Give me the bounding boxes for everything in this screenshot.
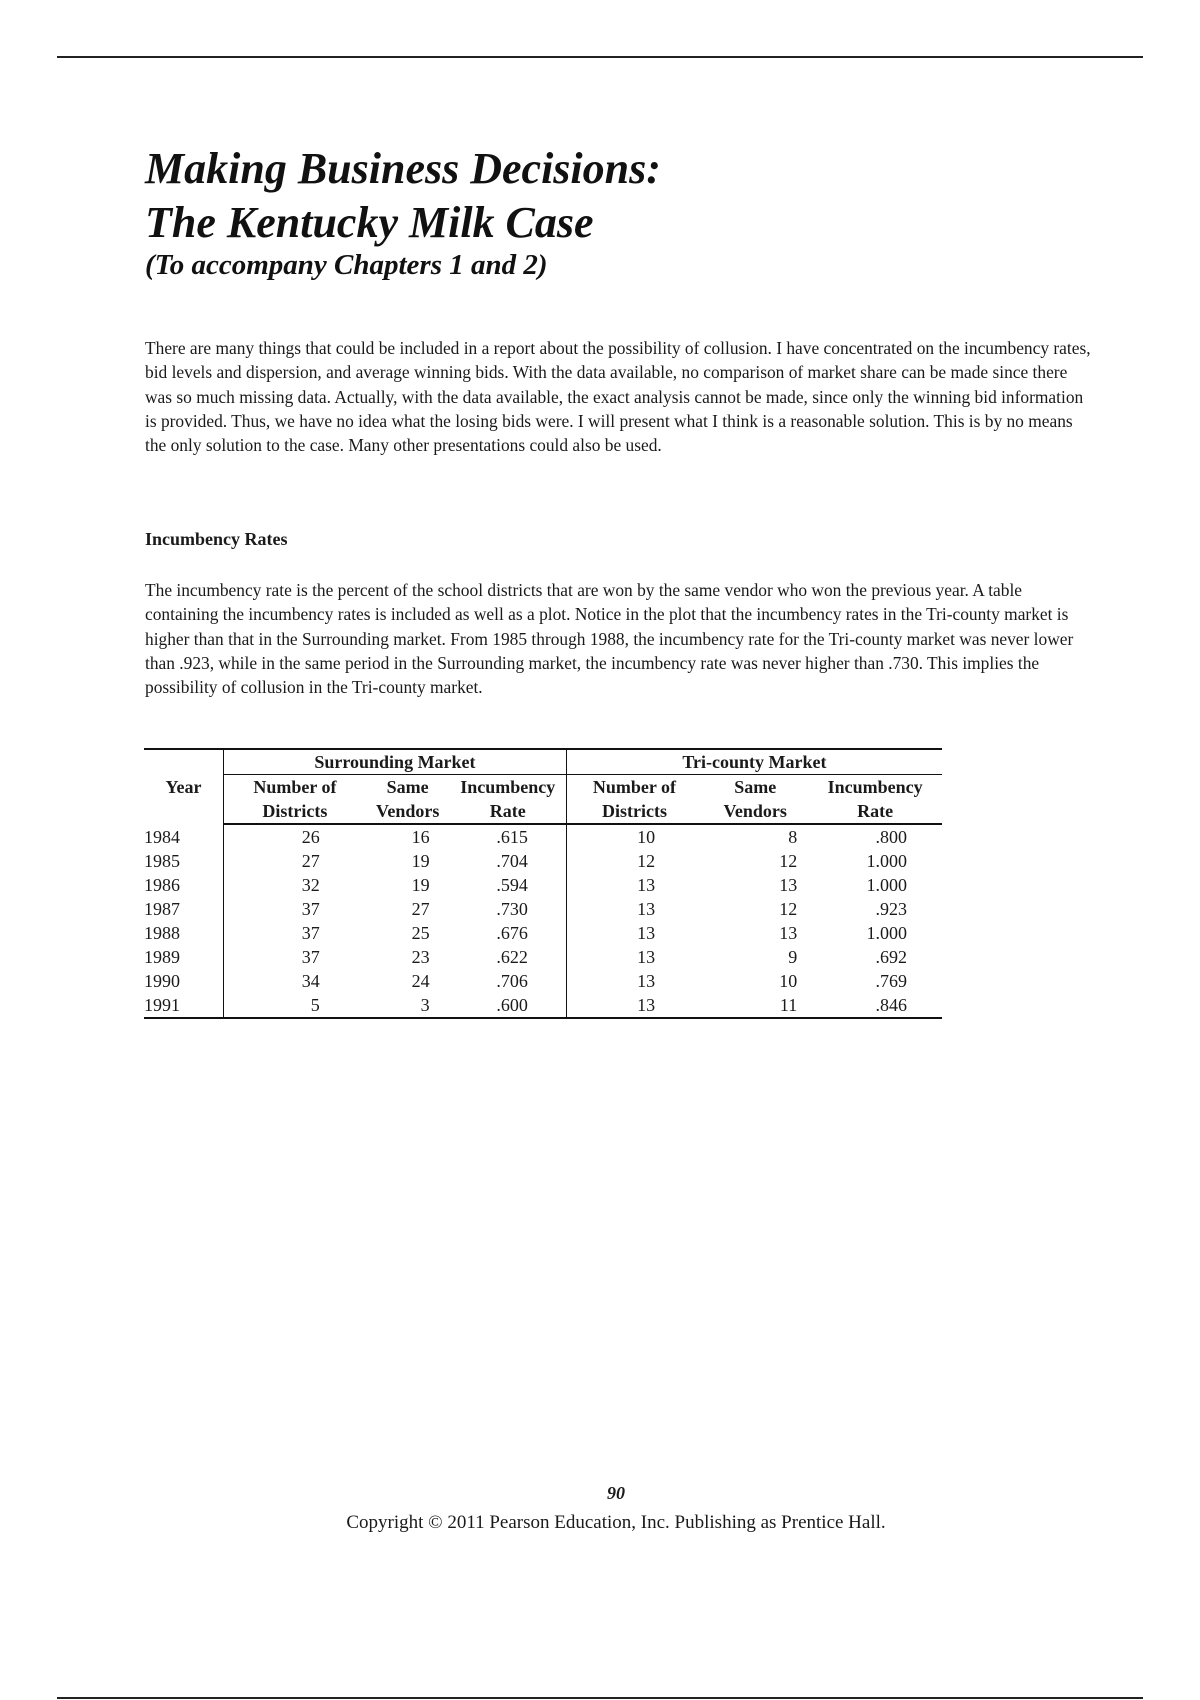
cell-t-rate: .769 — [875, 971, 907, 991]
cell-t-rate: .692 — [875, 947, 907, 967]
cell-t-districts: 13 — [566, 873, 702, 897]
copyright-notice: Copyright © 2011 Pearson Education, Inc. Publishing as Prentice Hall. — [346, 1512, 886, 1533]
table-row — [144, 824, 942, 849]
incumbency-paragraph: The incumbency rate is the percent of the school districts that are won by the same vendor who won the previous year. A table containing the incumbency rates is included as well as a plot. Notice in the plot that the incumbency rates in the Tri-county market is higher than that in the Surrounding market. From 1985 through 1988, the incumbency rate for the Tri-county market was never lower than .923, while in the same period in the Surrounding market, the incumbency rate was never higher than .730. This implies the possibility of collusion in the Tri-county market. — [145, 580, 1074, 698]
cell-s-rate: .676 — [496, 923, 528, 943]
cell-s-rate: .600 — [450, 993, 567, 1018]
cell-t-rate: 1.000 — [866, 875, 907, 895]
cell-s-vendors: 19 — [411, 875, 430, 895]
cell-s-vendors: 3 — [366, 993, 450, 1018]
cell-s-rate: .730 — [496, 899, 528, 919]
cell-year: 1988 — [144, 923, 180, 943]
page-title — [145, 142, 661, 250]
cell-s-vendors: 25 — [411, 923, 430, 943]
cell-t-districts: 13 — [566, 969, 702, 993]
cell-year: 1990 — [144, 971, 180, 991]
col-header-s-rate-2: Rate — [450, 799, 567, 824]
cell-s-rate: .594 — [496, 875, 528, 895]
title-line-2: The Kentucky Milk Case — [145, 198, 594, 247]
cell-year: 1986 — [144, 875, 180, 895]
cell-t-districts: 10 — [566, 824, 702, 849]
cell-year: 1991 — [144, 993, 224, 1018]
cell-year: 1984 — [144, 826, 180, 847]
cell-t-vendors: 11 — [702, 993, 808, 1018]
table-row — [144, 849, 942, 873]
table-row — [144, 921, 942, 945]
cell-s-rate: .615 — [496, 827, 528, 847]
cell-year: 1989 — [144, 947, 180, 967]
top-rule — [57, 56, 1143, 58]
col-header-t-districts-2: Districts — [566, 799, 702, 824]
cell-s-vendors: 19 — [411, 851, 430, 871]
intro-paragraph: There are many things that could be included in a report about the possibility of collusion. I have concentrated on the incumbency rates, bid levels and dispersion, and average winning bids. With the data available, no comparison of market share can be made since there was so much missing data. Actually, with the data available, the exact analysis cannot be made, since only the winning bid information is provided. Thus, we have no idea what the losing bids were. I will present what I think is a reasonable solution. This is by no means the only solution to the case. Many other presentations could also be used. — [145, 338, 1091, 456]
cell-s-rate: .704 — [496, 851, 528, 871]
col-header-s-vendors-1: Same — [386, 777, 429, 797]
tricounty-market-header: Tri-county Market — [566, 749, 942, 775]
cell-t-rate: 1.000 — [866, 851, 907, 871]
section-heading: Incumbency Rates — [145, 529, 288, 549]
col-header-t-rate-1: Incumbency — [827, 777, 923, 797]
cell-s-rate: .706 — [496, 971, 528, 991]
cell-t-vendors: 12 — [779, 899, 798, 919]
cell-t-vendors: 8 — [788, 827, 798, 847]
cell-s-vendors: 24 — [411, 971, 430, 991]
col-header-t-vendors-1: Same — [734, 777, 777, 797]
cell-s-districts: 5 — [224, 993, 366, 1018]
table-row — [144, 897, 942, 921]
cell-t-rate: .800 — [875, 827, 907, 847]
col-header-t-rate-2: Rate — [808, 799, 942, 824]
col-header-s-districts-1: Number of — [224, 775, 366, 800]
cell-t-rate: .846 — [808, 993, 942, 1018]
table-row — [144, 969, 942, 993]
cell-s-vendors: 16 — [411, 827, 430, 847]
cell-t-vendors: 13 — [779, 923, 798, 943]
cell-t-districts: 13 — [566, 993, 702, 1018]
cell-t-vendors: 13 — [779, 875, 798, 895]
col-header-s-vendors-2: Vendors — [366, 799, 450, 824]
col-header-t-vendors-2: Vendors — [702, 799, 808, 824]
cell-t-districts: 13 — [566, 921, 702, 945]
cell-s-districts: 37 — [224, 921, 366, 945]
cell-t-rate: .923 — [875, 899, 907, 919]
cell-s-vendors: 27 — [411, 899, 430, 919]
title-line-1: Making Business Decisions: — [145, 144, 661, 193]
incumbency-table — [144, 748, 942, 1019]
cell-year: 1987 — [144, 899, 180, 919]
bottom-rule — [57, 1697, 1143, 1699]
cell-s-vendors: 23 — [411, 947, 430, 967]
page-subtitle: (To accompany Chapters 1 and 2) — [145, 249, 548, 281]
col-header-s-rate-1: Incumbency — [460, 777, 556, 797]
cell-t-vendors: 10 — [779, 971, 798, 991]
col-header-t-districts-1: Number of — [566, 775, 702, 800]
cell-t-districts: 12 — [566, 849, 702, 873]
cell-s-districts: 34 — [224, 969, 366, 993]
cell-t-districts: 13 — [566, 945, 702, 969]
cell-s-districts: 26 — [224, 824, 366, 849]
cell-s-districts: 27 — [224, 849, 366, 873]
table-row — [144, 945, 942, 969]
col-header-s-districts-2: Districts — [224, 799, 366, 824]
cell-t-rate: 1.000 — [866, 923, 907, 943]
cell-t-districts: 13 — [566, 897, 702, 921]
cell-s-districts: 37 — [224, 945, 366, 969]
cell-s-districts: 32 — [224, 873, 366, 897]
table-row — [144, 873, 942, 897]
cell-s-rate: .622 — [496, 947, 528, 967]
surrounding-market-header: Surrounding Market — [224, 749, 567, 775]
cell-year: 1985 — [144, 851, 180, 871]
cell-s-districts: 37 — [224, 897, 366, 921]
year-header: Year — [144, 749, 224, 824]
cell-t-vendors: 9 — [788, 947, 798, 967]
cell-t-vendors: 12 — [779, 851, 798, 871]
page-number: 90 — [607, 1483, 625, 1503]
table-row — [144, 993, 942, 1018]
